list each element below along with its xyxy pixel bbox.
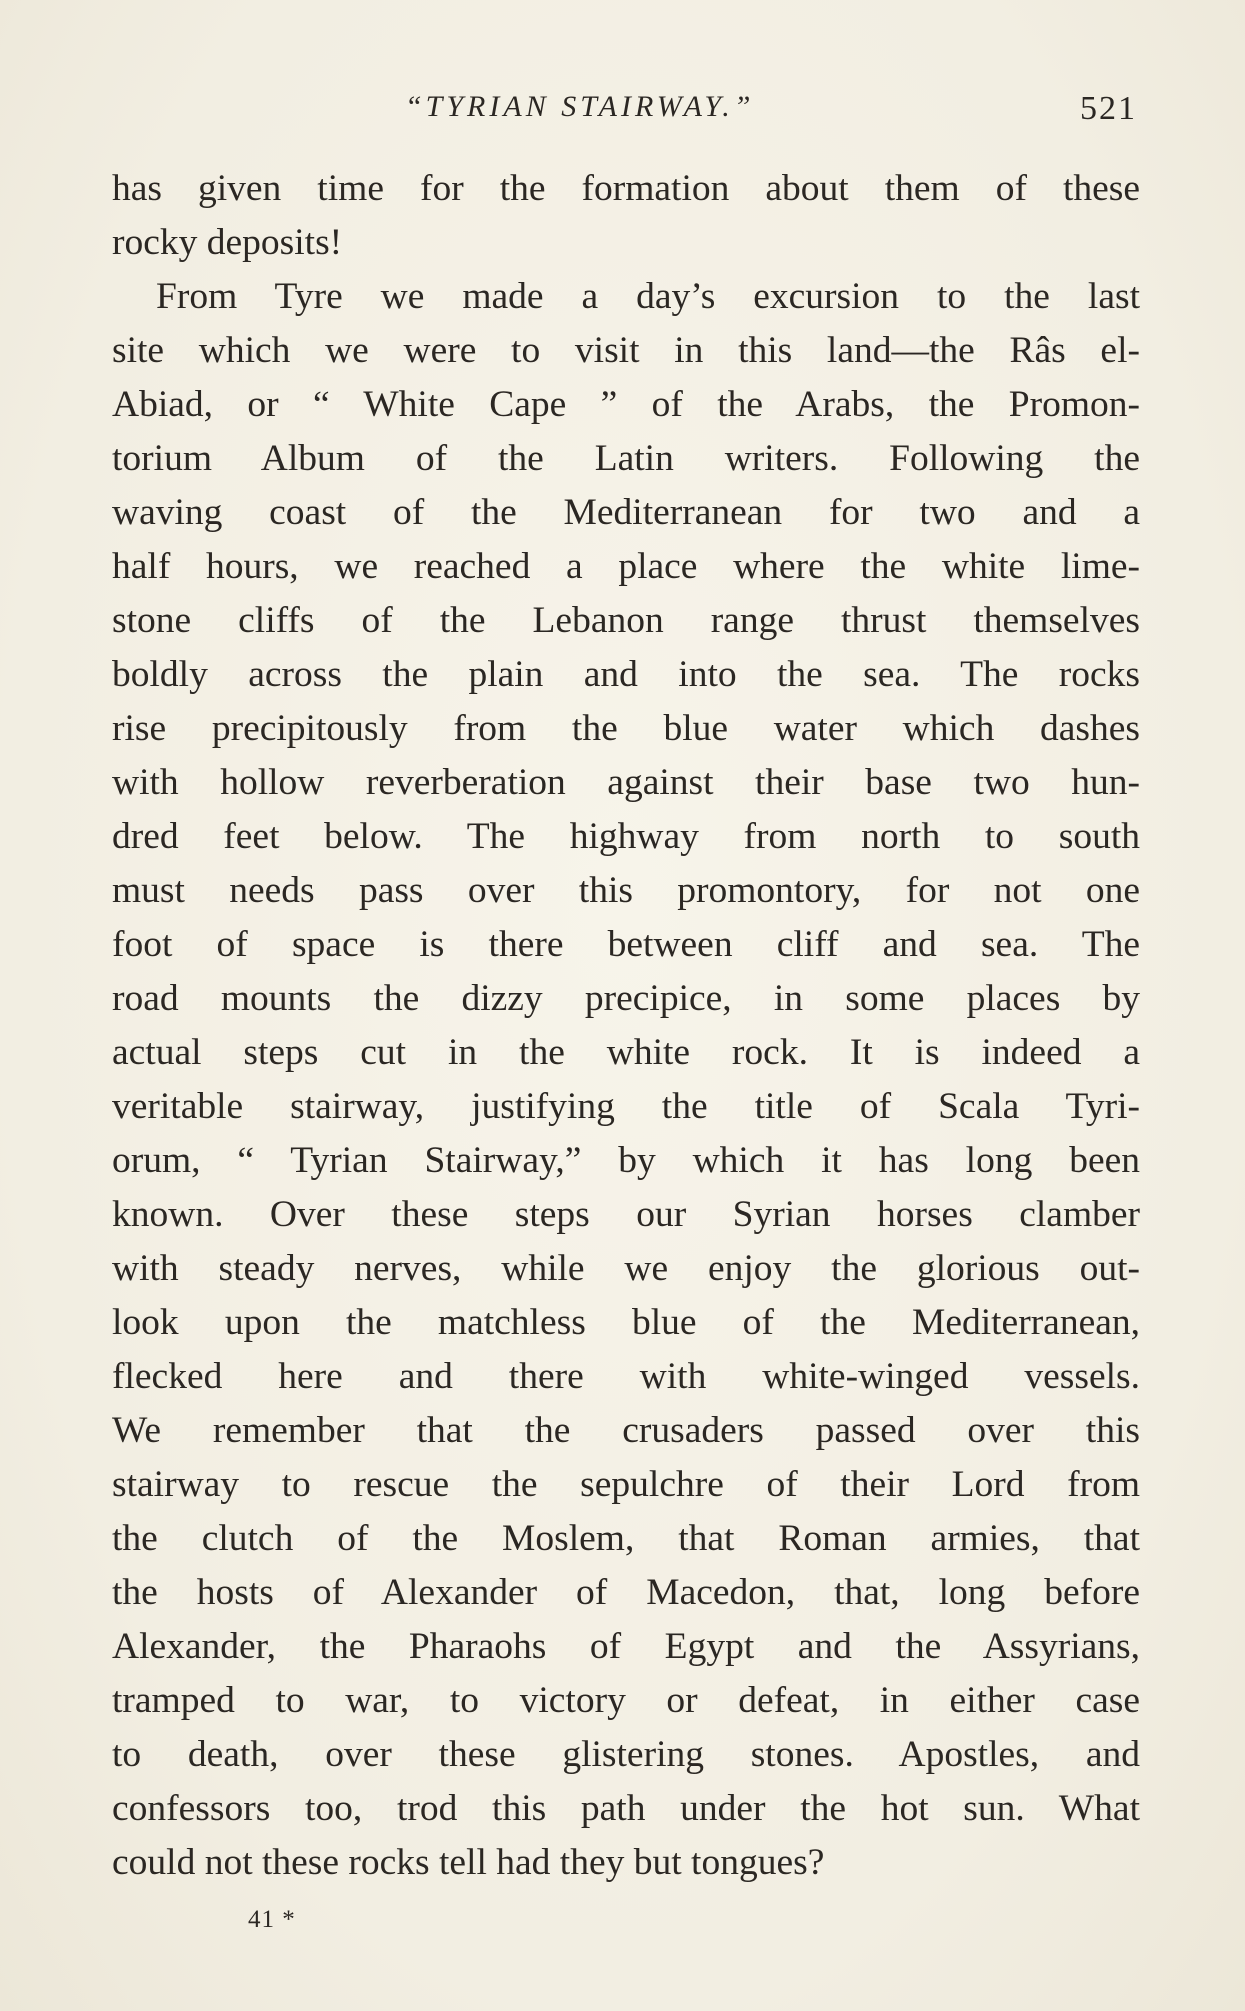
text-line: rocky deposits! xyxy=(112,222,343,263)
text-line: rise precipitously from the blue water which dashes xyxy=(112,708,1140,749)
body-text xyxy=(112,162,1140,1890)
text-line: We remember that the crusaders passed over this xyxy=(112,1410,1140,1451)
page-number: 521 xyxy=(1080,90,1137,127)
text-line: must needs pass over this promontory, for not one xyxy=(112,870,1140,911)
text-line: half hours, we reached a place where the white lime- xyxy=(112,546,1140,587)
text-line: foot of space is there between cliff and sea. The xyxy=(112,924,1140,965)
text-line: actual steps cut in the white rock. It is indeed a xyxy=(112,1032,1140,1073)
text-line: boldly across the plain and into the sea. The rocks xyxy=(112,654,1140,695)
text-line: orum, “ Tyrian Stairway,” by which it has long been xyxy=(112,1140,1140,1181)
running-title: “TYRIAN STAIRWAY.” xyxy=(405,90,755,123)
signature-mark: 41 * xyxy=(248,1906,296,1933)
text-line: known. Over these steps our Syrian horses clamber xyxy=(112,1194,1140,1235)
text-line: Alexander, the Pharaohs of Egypt and the Assyrians, xyxy=(112,1626,1140,1667)
text-line: waving coast of the Mediterranean for two and a xyxy=(112,492,1140,533)
text-line: flecked here and there with white-winged vessels. xyxy=(112,1356,1140,1397)
text-line: could not these rocks tell had they but tongues? xyxy=(112,1842,825,1883)
text-line: Abiad, or “ White Cape ” of the Arabs, the Promon- xyxy=(112,384,1140,425)
text-line: stone cliffs of the Lebanon range thrust themselves xyxy=(112,600,1140,641)
text-line: to death, over these glistering stones. Apostles, and xyxy=(112,1734,1140,1775)
text-line: road mounts the dizzy precipice, in some places by xyxy=(112,978,1140,1019)
text-line: the clutch of the Moslem, that Roman armies, that xyxy=(112,1518,1140,1559)
text-line: stairway to rescue the sepulchre of their Lord from xyxy=(112,1464,1140,1505)
text-line: with steady nerves, while we enjoy the glorious out- xyxy=(112,1248,1140,1289)
text-line: tramped to war, to victory or defeat, in either case xyxy=(112,1680,1140,1721)
text-line: the hosts of Alexander of Macedon, that, long before xyxy=(112,1572,1140,1613)
paragraph-first-line: From Tyre we made a day’s excursion to the last xyxy=(156,276,1140,317)
text-line: site which we were to visit in this land—the Râs el- xyxy=(112,330,1140,371)
running-head xyxy=(0,82,1245,132)
text-line: confessors too, trod this path under the hot sun. What xyxy=(112,1788,1140,1829)
text-line: torium Album of the Latin writers. Following the xyxy=(112,438,1140,479)
text-line: veritable stairway, justifying the title of Scala Tyri- xyxy=(112,1086,1140,1127)
text-line: dred feet below. The highway from north to south xyxy=(112,816,1140,857)
text-line: look upon the matchless blue of the Mediterranean, xyxy=(112,1302,1140,1343)
text-line: has given time for the formation about them of these xyxy=(112,168,1140,209)
text-line: with hollow reverberation against their base two hun- xyxy=(112,762,1140,803)
